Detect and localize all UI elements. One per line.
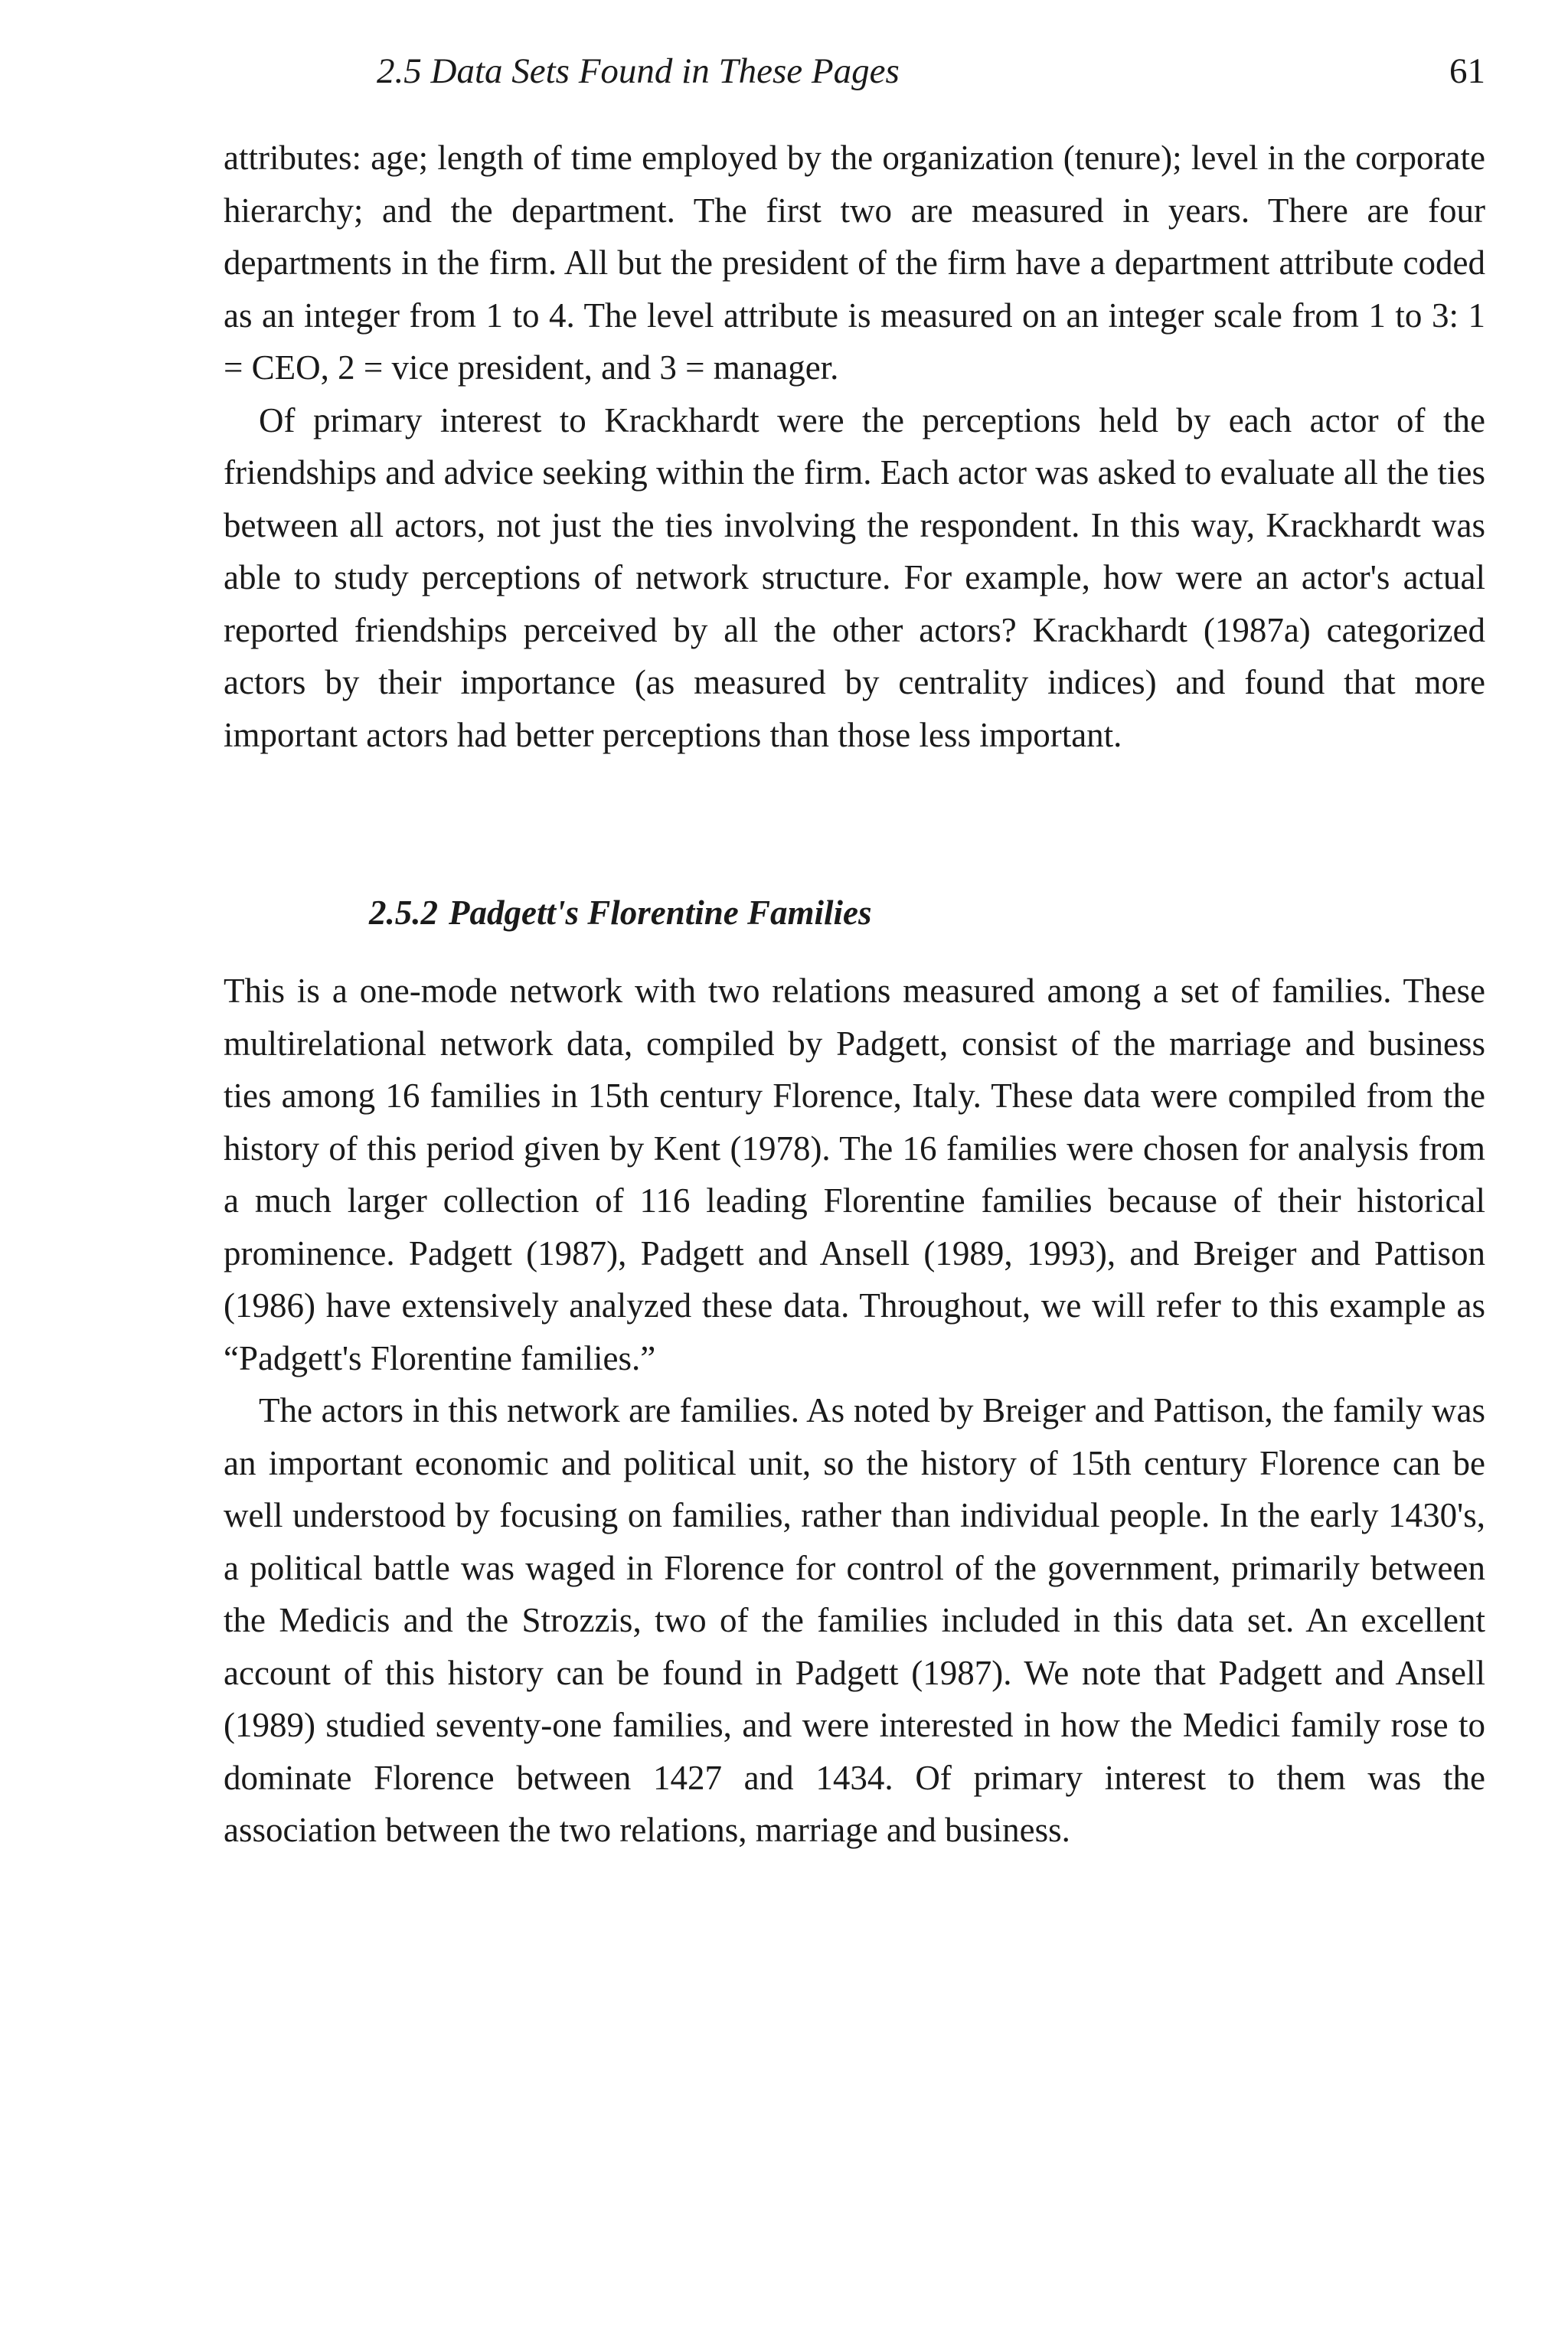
running-head-title: 2.5 Data Sets Found in These Pages xyxy=(377,51,900,91)
paragraph-network-description: This is a one-mode network with two relations measured among a set of families. These multirelational network data, compiled by Padgett, consist of the marriage and business ties among 16 families in 15th century Florence, Italy. These data were compiled from the history of this period given by Kent (1978). The 16 families were chosen for analysis from a much larger collection of 116 leading Florentine families because of their historical prominence. Padgett (1987), Padgett and Ansell (1989, 1993), and Breiger and Pattison (1986) have extensively analyzed these data. Throughout, we will refer to this example as “Padgett's Florentine families.” xyxy=(224,972,1485,1377)
page-number: 61 xyxy=(1449,51,1485,91)
section-number: 2.5.2 xyxy=(369,894,438,932)
book-page xyxy=(224,44,1485,1857)
section-heading xyxy=(224,888,1485,965)
section-title: Padgett's Florentine Families xyxy=(449,894,872,932)
paragraph-krackhardt-perceptions: Of primary interest to Krackhardt were the perceptions held by each actor of the friendships and advice seeking within the firm. Each actor was asked to evaluate all the ties between all actors, not just the ties involving the respondent. In this way, Krackhardt was able to study perceptions of network structure. For example, how were an actor's actual reported friendships perceived by all the other actors? Krackhardt (1987a) categorized actors by their importance (as measured by centrality indices) and found that more important actors had better perceptions than those less important. xyxy=(224,400,1485,754)
paragraph-attributes: attributes: age; length of time employed by the organization (tenure); level in the corporate hierarchy; and the department. The first two are measured in years. There are four departments in the firm. All but the president of the firm have a department attribute coded as an integer from 1 to 4. The level attribute is measured on an integer scale from 1 to 3: 1 = CEO, 2 = vice president, and 3 = manager. xyxy=(224,139,1485,387)
paragraph-actors-families: The actors in this network are families. As noted by Breiger and Pattison, the family was an important economic and political unit, so the history of 15th century Florence can be well understood by focusing on families, rather than individual people. In the early 1430's, a political battle was waged in Florence for control of the government, primarily between the Medicis and the Strozzis, two of the families included in this data set. An excellent account of this history can be found in Padgett (1987). We note that Padgett and Ansell (1989) studied seventy-one families, and were interested in how the Medici family rose to dominate Florence between 1427 and 1434. Of primary interest to them was the association between the two relations, marriage and business. xyxy=(224,1391,1485,1849)
running-head xyxy=(224,44,1485,98)
